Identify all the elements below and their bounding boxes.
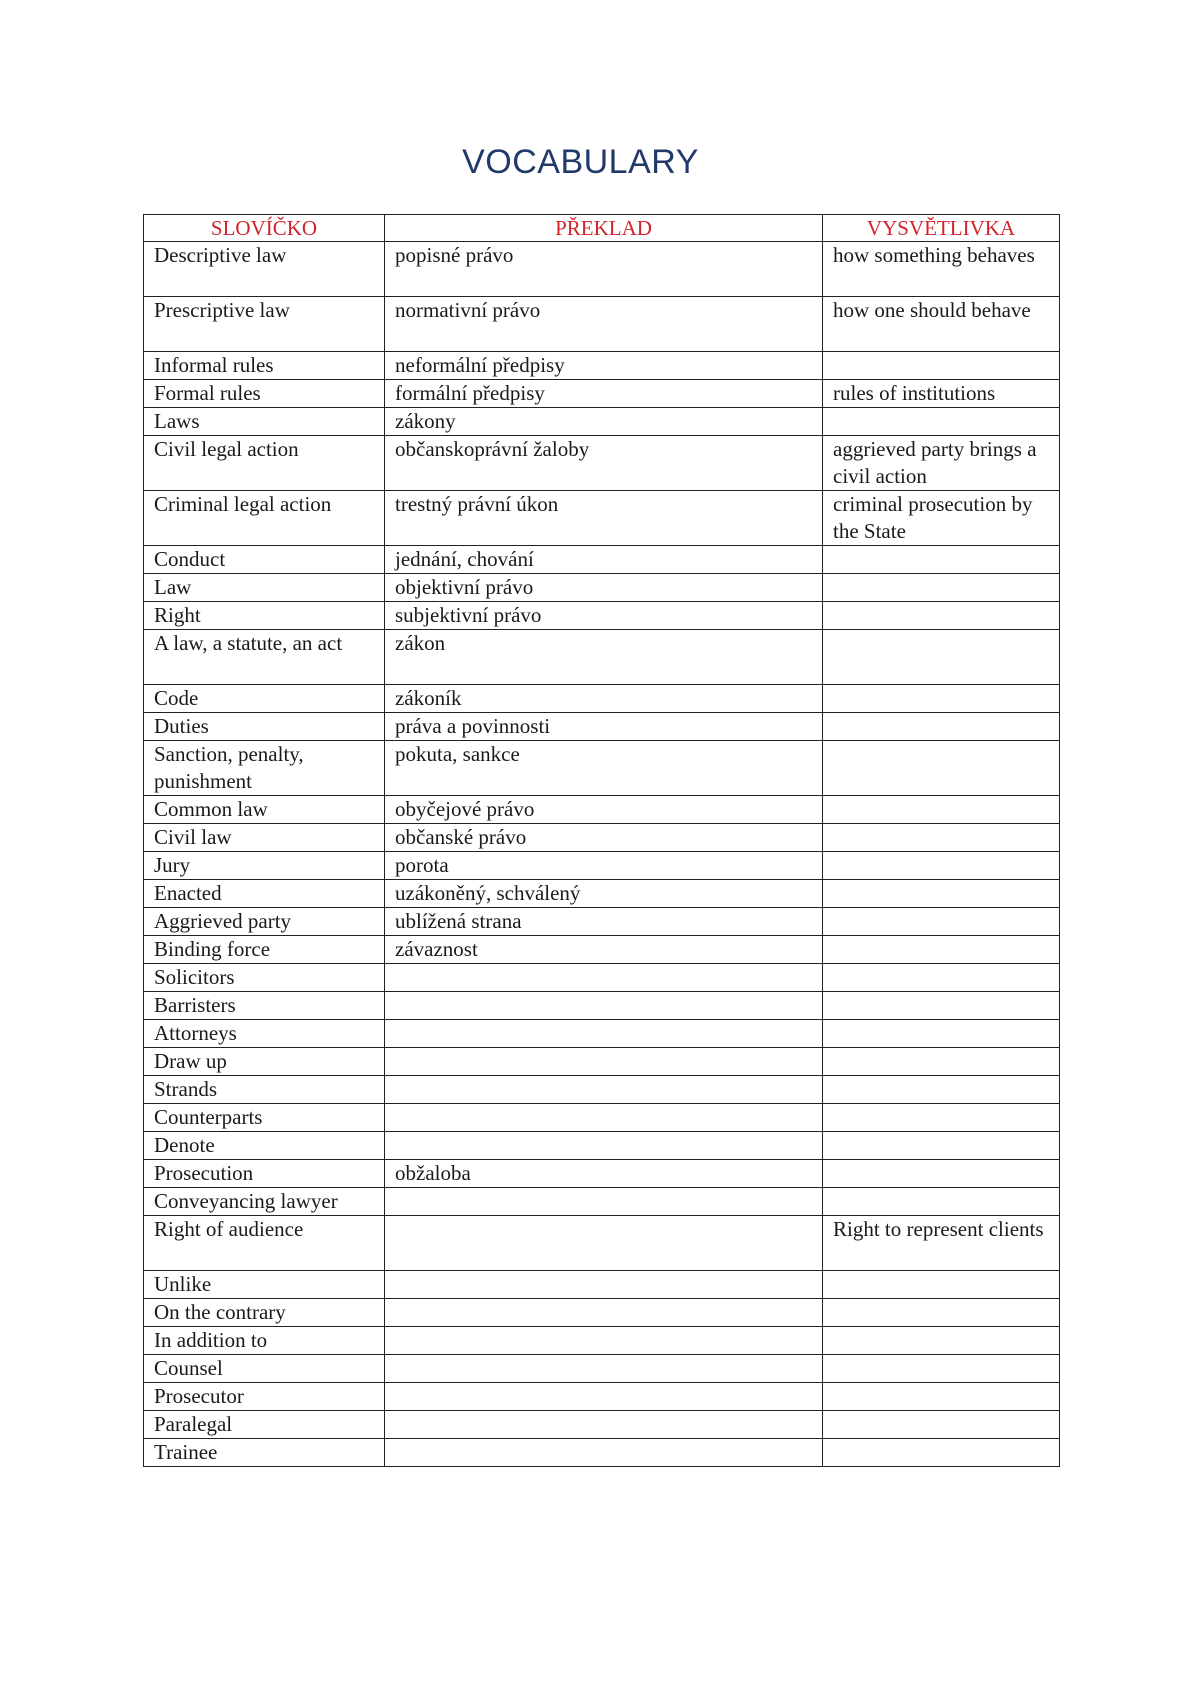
- term-cell: Common law: [144, 796, 385, 824]
- translation-cell: [385, 1355, 823, 1383]
- term-cell: Informal rules: [144, 352, 385, 380]
- translation-cell: [385, 1048, 823, 1076]
- table-row: [144, 602, 1060, 630]
- translation-cell: [385, 1020, 823, 1048]
- table-row: [144, 908, 1060, 936]
- page-title: VOCABULARY: [462, 143, 699, 181]
- table-row: [144, 1327, 1060, 1355]
- explanation-cell: [823, 574, 1060, 602]
- explanation-cell: [823, 852, 1060, 880]
- explanation-cell: [823, 880, 1060, 908]
- table-row: [144, 352, 1060, 380]
- term-cell: Law: [144, 574, 385, 602]
- term-cell: Draw up: [144, 1048, 385, 1076]
- table-row: [144, 1411, 1060, 1439]
- table-row: [144, 491, 1060, 546]
- explanation-cell: [823, 1271, 1060, 1299]
- table-row: [144, 936, 1060, 964]
- translation-cell: obyčejové právo: [385, 796, 823, 824]
- translation-cell: formální předpisy: [385, 380, 823, 408]
- term-cell: Jury: [144, 852, 385, 880]
- explanation-cell: [823, 546, 1060, 574]
- translation-cell: obžaloba: [385, 1160, 823, 1188]
- table-row: [144, 297, 1060, 352]
- table-row: [144, 1132, 1060, 1160]
- term-cell: Trainee: [144, 1439, 385, 1467]
- translation-cell: popisné právo: [385, 242, 823, 297]
- translation-cell: [385, 1188, 823, 1216]
- term-cell: Binding force: [144, 936, 385, 964]
- translation-cell: [385, 992, 823, 1020]
- table-row: [144, 964, 1060, 992]
- term-cell: Unlike: [144, 1271, 385, 1299]
- table-body: [144, 242, 1060, 1467]
- explanation-cell: [823, 964, 1060, 992]
- term-cell: Paralegal: [144, 1411, 385, 1439]
- translation-cell: [385, 1327, 823, 1355]
- table-row: [144, 1160, 1060, 1188]
- explanation-cell: [823, 1076, 1060, 1104]
- term-cell: Criminal legal action: [144, 491, 385, 546]
- table-row: [144, 574, 1060, 602]
- explanation-cell: [823, 713, 1060, 741]
- term-cell: Civil legal action: [144, 436, 385, 491]
- translation-cell: zákony: [385, 408, 823, 436]
- explanation-cell: [823, 936, 1060, 964]
- term-cell: Aggrieved party: [144, 908, 385, 936]
- table-row: [144, 380, 1060, 408]
- explanation-cell: [823, 1048, 1060, 1076]
- translation-cell: pokuta, sankce: [385, 741, 823, 796]
- vocabulary-table: [143, 214, 1060, 1467]
- explanation-cell: rules of institutions: [823, 380, 1060, 408]
- term-cell: Civil law: [144, 824, 385, 852]
- translation-cell: jednání, chování: [385, 546, 823, 574]
- explanation-cell: how one should behave: [823, 297, 1060, 352]
- explanation-cell: [823, 1132, 1060, 1160]
- term-cell: Right: [144, 602, 385, 630]
- explanation-cell: [823, 796, 1060, 824]
- term-cell: Counsel: [144, 1355, 385, 1383]
- translation-cell: subjektivní právo: [385, 602, 823, 630]
- table-row: [144, 436, 1060, 491]
- explanation-cell: [823, 685, 1060, 713]
- term-cell: Enacted: [144, 880, 385, 908]
- term-cell: Sanction, penalty, punishment: [144, 741, 385, 796]
- table-row: [144, 1271, 1060, 1299]
- translation-cell: závaznost: [385, 936, 823, 964]
- term-cell: Barristers: [144, 992, 385, 1020]
- explanation-cell: [823, 1383, 1060, 1411]
- table-header-row: [144, 215, 1060, 242]
- table-row: [144, 242, 1060, 297]
- explanation-cell: [823, 1188, 1060, 1216]
- term-cell: Strands: [144, 1076, 385, 1104]
- translation-cell: [385, 1271, 823, 1299]
- term-cell: Code: [144, 685, 385, 713]
- explanation-cell: criminal prosecution by the State: [823, 491, 1060, 546]
- explanation-cell: [823, 824, 1060, 852]
- explanation-cell: [823, 1020, 1060, 1048]
- translation-cell: práva a povinnosti: [385, 713, 823, 741]
- term-cell: Conduct: [144, 546, 385, 574]
- explanation-cell: [823, 352, 1060, 380]
- translation-cell: uzákoněný, schválený: [385, 880, 823, 908]
- term-cell: Duties: [144, 713, 385, 741]
- explanation-cell: [823, 741, 1060, 796]
- header-term: SLOVÍČKO: [144, 215, 385, 242]
- table-row: [144, 713, 1060, 741]
- explanation-cell: Right to represent clients: [823, 1216, 1060, 1271]
- translation-cell: [385, 1383, 823, 1411]
- term-cell: Formal rules: [144, 380, 385, 408]
- explanation-cell: [823, 408, 1060, 436]
- translation-cell: zákoník: [385, 685, 823, 713]
- table-row: [144, 741, 1060, 796]
- translation-cell: [385, 1439, 823, 1467]
- explanation-cell: [823, 1439, 1060, 1467]
- explanation-cell: [823, 1327, 1060, 1355]
- term-cell: In addition to: [144, 1327, 385, 1355]
- table-row: [144, 685, 1060, 713]
- explanation-cell: [823, 602, 1060, 630]
- table-row: [144, 1299, 1060, 1327]
- table-row: [144, 1104, 1060, 1132]
- table-row: [144, 1048, 1060, 1076]
- table-row: [144, 824, 1060, 852]
- term-cell: A law, a statute, an act: [144, 630, 385, 685]
- term-cell: Conveyancing lawyer: [144, 1188, 385, 1216]
- translation-cell: [385, 964, 823, 992]
- explanation-cell: [823, 630, 1060, 685]
- translation-cell: normativní právo: [385, 297, 823, 352]
- explanation-cell: aggrieved party brings a civil action: [823, 436, 1060, 491]
- translation-cell: ublížená strana: [385, 908, 823, 936]
- table-row: [144, 408, 1060, 436]
- term-cell: Attorneys: [144, 1020, 385, 1048]
- table-row: [144, 1020, 1060, 1048]
- translation-cell: porota: [385, 852, 823, 880]
- explanation-cell: how something behaves: [823, 242, 1060, 297]
- table-row: [144, 880, 1060, 908]
- translation-cell: [385, 1076, 823, 1104]
- term-cell: Descriptive law: [144, 242, 385, 297]
- table-row: [144, 1355, 1060, 1383]
- table-row: [144, 630, 1060, 685]
- table-row: [144, 546, 1060, 574]
- term-cell: Laws: [144, 408, 385, 436]
- translation-cell: objektivní právo: [385, 574, 823, 602]
- explanation-cell: [823, 908, 1060, 936]
- table-row: [144, 1188, 1060, 1216]
- header-explanation: VYSVĚTLIVKA: [823, 215, 1060, 242]
- translation-cell: [385, 1216, 823, 1271]
- explanation-cell: [823, 1299, 1060, 1327]
- translation-cell: trestný právní úkon: [385, 491, 823, 546]
- term-cell: Denote: [144, 1132, 385, 1160]
- translation-cell: neformální předpisy: [385, 352, 823, 380]
- term-cell: Right of audience: [144, 1216, 385, 1271]
- term-cell: On the contrary: [144, 1299, 385, 1327]
- explanation-cell: [823, 992, 1060, 1020]
- table-row: [144, 992, 1060, 1020]
- explanation-cell: [823, 1355, 1060, 1383]
- translation-cell: [385, 1104, 823, 1132]
- term-cell: Prosecutor: [144, 1383, 385, 1411]
- term-cell: Solicitors: [144, 964, 385, 992]
- explanation-cell: [823, 1104, 1060, 1132]
- term-cell: Prosecution: [144, 1160, 385, 1188]
- table-row: [144, 852, 1060, 880]
- translation-cell: občanskoprávní žaloby: [385, 436, 823, 491]
- header-translation: PŘEKLAD: [385, 215, 823, 242]
- table-row: [144, 1216, 1060, 1271]
- translation-cell: [385, 1411, 823, 1439]
- table-row: [144, 1439, 1060, 1467]
- explanation-cell: [823, 1411, 1060, 1439]
- table-row: [144, 1383, 1060, 1411]
- translation-cell: občanské právo: [385, 824, 823, 852]
- translation-cell: [385, 1299, 823, 1327]
- table-row: [144, 1076, 1060, 1104]
- term-cell: Counterparts: [144, 1104, 385, 1132]
- explanation-cell: [823, 1160, 1060, 1188]
- term-cell: Prescriptive law: [144, 297, 385, 352]
- table-row: [144, 796, 1060, 824]
- translation-cell: zákon: [385, 630, 823, 685]
- translation-cell: [385, 1132, 823, 1160]
